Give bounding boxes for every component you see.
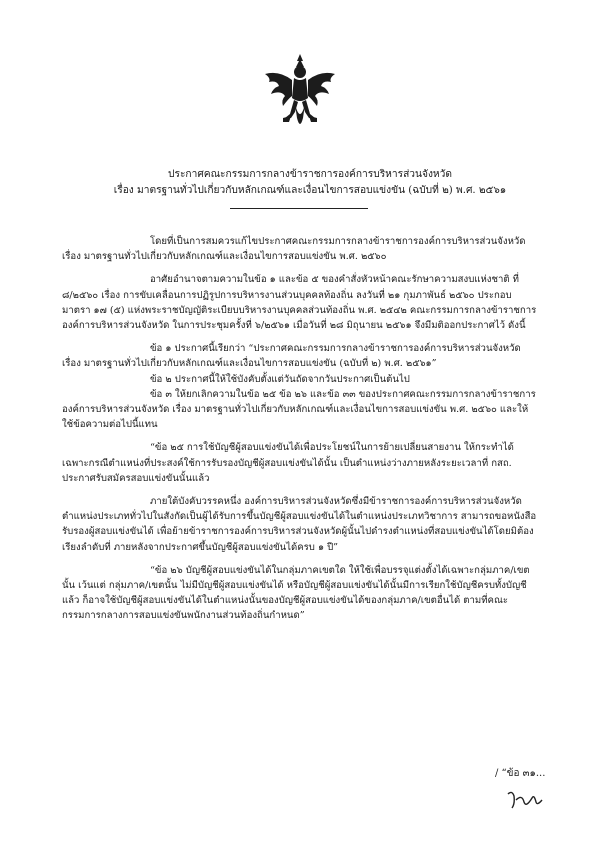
garuda-emblem-icon <box>261 52 339 132</box>
clause-26: “ข้อ ๒๖ บัญชีผู้สอบแข่งขันได้ในกลุ่มภาคเขตใด ให้ใช้เพื่อบรรจุแต่งตั้งได้เฉพาะกลุ่มภาค/เขตนั้น เว้นแต่ กลุ่มภาค/เขตนั้น ไม่มีบัญชีผู้สอบแข่งขันได้ หรือบัญชีผู้สอบแข่งขันได้นั้นมีการเรียกใช้บัญชีครบทั้งบัญชีแล้ว ก็อาจใช้บัญชีผู้สอบแข่งขันได้ในตำแหน่งนั้นของบัญชีผู้สอบแข่งขันได้ของกลุ่มภาค/เขตอื่นได้ ตามที่คณะกรรมการกลางการสอบแข่งขันพนักงานส่วนท้องถิ่นกำหนด” <box>62 564 530 622</box>
header-divider <box>230 208 368 209</box>
paragraph-authority: อาศัยอำนาจตามความในข้อ ๑ และข้อ ๕ ของคำสั่งหัวหน้าคณะรักษาความสงบแห่งชาติ ที่ ๘/๒๕๖๐ เรื่อง การขับเคลื่อนการปฏิรูปการบริหารงานส่วนบุคคลท้องถิ่น ลงวันที่ ๒๑ กุมภาพันธ์ ๒๕๖๐ ประกอบมาตรา ๑๗ (๕) แห่งพระราชบัญญัติระเบียบบริหารงานบุคคลส่วนท้องถิ่น พ.ศ. ๒๕๔๒ คณะกรรมการกลางข้าราชการองค์การบริหารส่วนจังหวัด ในการประชุมครั้งที่ ๖/๒๕๖๑ เมื่อวันที่ ๒๘ มิถุนายน ๒๕๖๑ จึงมีมติออกประกาศไว้ ดังนี้ <box>62 274 537 332</box>
clause-3: ข้อ ๓ ให้ยกเลิกความในข้อ ๒๕ ข้อ ๒๖ และข้อ ๓๓ ของประกาศคณะกรรมการกลางข้าราชการองค์การบริหารส่วนจังหวัด เรื่อง มาตรฐานทั่วไปเกี่ยวกับหลักเกณฑ์และเงื่อนไขการสอบแข่งขัน พ.ศ. ๒๕๖๐ และให้ใช้ข้อความต่อไปนี้แทน <box>62 388 536 431</box>
paragraph-preamble: โดยที่เป็นการสมควรแก้ไขประกาศคณะกรรมการกลางข้าราชการองค์การบริหารส่วนจังหวัด เรื่อง มาตรฐานทั่วไปเกี่ยวกับหลักเกณฑ์และเงื่อนไขการสอบแข่งขัน พ.ศ. ๒๕๖๐ <box>62 236 526 263</box>
handwritten-initials-icon <box>506 788 544 812</box>
continuation-marker: / “ข้อ ๓๑... <box>495 768 546 779</box>
announcement-title: ประกาศคณะกรรมการกลางข้าราชการองค์การบริหารส่วนจังหวัด <box>168 169 452 180</box>
document-body <box>62 234 538 624</box>
clause-25: “ข้อ ๒๕ การใช้บัญชีผู้สอบแข่งขันได้เพื่อประโยชน์ในการย้ายเปลี่ยนสายงาน ให้กระทำได้เฉพาะกรณีตำแหน่งที่ประสงค์ใช้การรับรองบัญชีผู้สอบแข่งขันได้นั้น เป็นตำแหน่งว่างภายหลังระยะเวลาที่ กสถ. ประกาศรับสมัครสอบแข่งขันนั้นแล้ว <box>62 442 514 484</box>
clause-1: ข้อ ๑ ประกาศนี้เรียกว่า “ประกาศคณะกรรมการกลางข้าราชการองค์การบริหารส่วนจังหวัด เรื่อง มาตรฐานทั่วไปเกี่ยวกับหลักเกณฑ์และเงื่อนไขการสอบแข่งขัน (ฉบับที่ ๒) พ.ศ. ๒๕๖๑” <box>62 343 521 370</box>
clause-25-paragraph-2: ภายใต้บังคับวรรคหนึ่ง องค์การบริหารส่วนจังหวัดซึ่งมีข้าราชการองค์การบริหารส่วนจังหวัดตำแหน่งประเภททั่วไปในสังกัดเป็นผู้ได้รับการขึ้นบัญชีผู้สอบแข่งขันได้ในตำแหน่งประเภทวิชาการ สามารถขอหนังสือรับรองผู้สอบแข่งขันได้ เพื่อย้ายข้าราชการองค์การบริหารส่วนจังหวัดผู้นั้นไปดำรงตำแหน่งที่สอบแข่งขันได้โดยมิต้องเรียงลำดับที่ ภายหลังจากประกาศขึ้นบัญชีผู้สอบแข่งขันได้ครบ ๑ ปี” <box>62 496 537 553</box>
announcement-subject: เรื่อง มาตรฐานทั่วไปเกี่ยวกับหลักเกณฑ์และเงื่อนไขการสอบแข่งขัน (ฉบับที่ ๒) พ.ศ. ๒๕๖๑ <box>113 185 507 196</box>
clause-2: ข้อ ๒ ประกาศนี้ให้ใช้บังคับตั้งแต่วันถัดจากวันประกาศเป็นต้นไป <box>150 373 410 385</box>
